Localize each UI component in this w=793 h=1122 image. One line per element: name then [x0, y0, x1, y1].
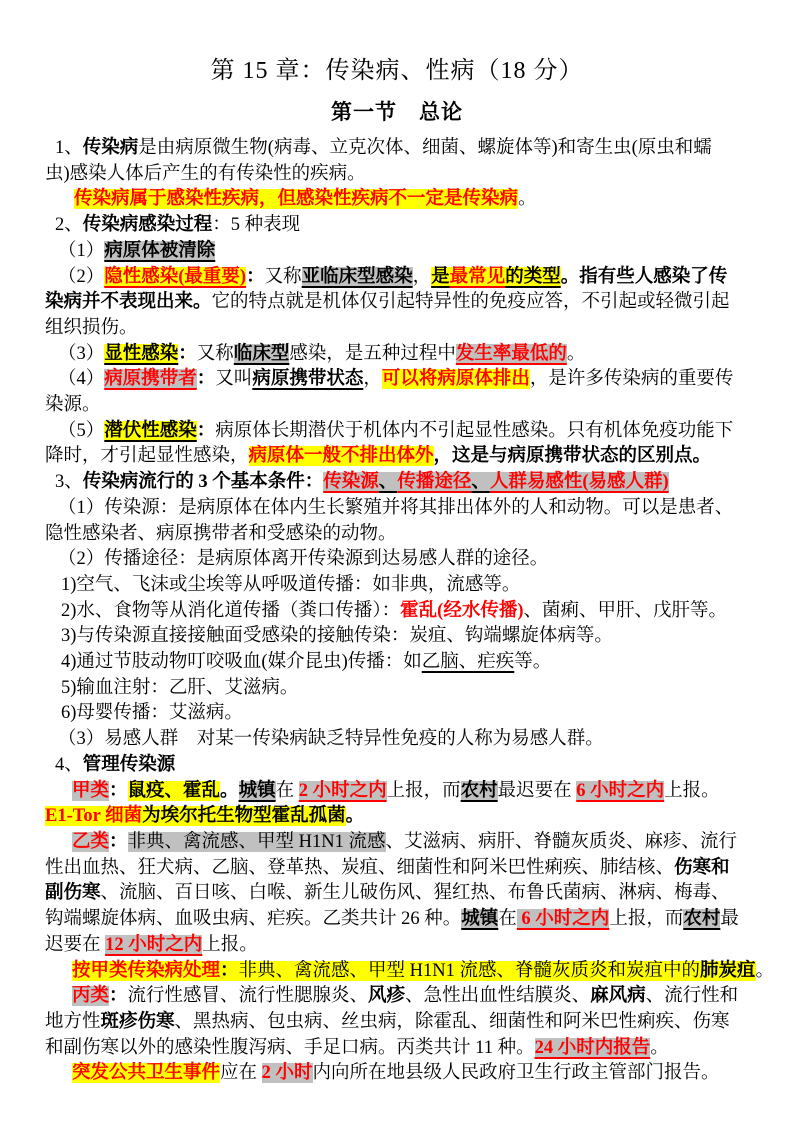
text-segment: ，是许多传染病的重要传 — [529, 369, 734, 390]
text-segment: ： — [109, 780, 128, 801]
text-segment: 流行性感冒、流行性腮腺炎、 — [127, 986, 369, 1007]
text-segment: 农村 — [683, 909, 721, 930]
text-segment: 迟要在 — [45, 934, 106, 955]
text-line — [45, 573, 749, 599]
text-segment: （1） — [58, 240, 105, 261]
text-segment: 鼠疫、霍乱 — [127, 780, 221, 801]
text-segment: 按甲类传染病处理 — [72, 960, 221, 981]
text-segment: 传播途径 — [397, 472, 472, 493]
text-segment: 最常见 — [449, 266, 506, 287]
text-segment: ， — [412, 266, 432, 287]
text-segment: 。指有些人感染了传 — [560, 266, 728, 287]
text-segment: 病原体一般不排出体外 — [248, 446, 434, 467]
text-line — [45, 933, 749, 959]
text-segment: 斑疹伤寒 — [100, 1011, 175, 1032]
text-segment: 1、 — [55, 138, 83, 158]
text-line — [45, 547, 749, 573]
text-line — [45, 162, 749, 188]
text-segment: 潜伏性感染 — [104, 420, 197, 441]
text-segment: 它的特点就是机体仅引起特异性的免疫应答，不引起或轻微引起 — [211, 292, 730, 313]
text-segment: E1-Tor 细菌 — [45, 806, 143, 827]
text-line — [45, 676, 749, 702]
text-segment: 感染，是五种过程中 — [289, 343, 456, 364]
text-line — [45, 779, 749, 805]
text-segment: （4） — [58, 369, 105, 390]
text-segment: 乙脑、疟疾 — [421, 652, 515, 673]
text-segment: 上报，而 — [609, 909, 684, 930]
text-segment: 肺炭疽 — [700, 960, 756, 981]
text-segment: 最迟要在 — [497, 780, 577, 801]
text-line — [45, 496, 749, 522]
text-segment: 城镇 — [461, 909, 499, 930]
text-segment: 上报。 — [664, 780, 720, 801]
text-line — [45, 753, 749, 779]
text-segment: 传染病流行的 3 个基本条件： — [82, 472, 324, 493]
text-segment: 传染源 — [323, 472, 379, 493]
text-segment: ：5 种表现 — [212, 215, 301, 236]
text-line — [45, 470, 749, 496]
text-line — [45, 136, 749, 162]
text-segment: 临床型 — [233, 343, 290, 364]
text-segment: 降时，才引起显性感染， — [45, 446, 249, 467]
text-segment: （3）易感人群 对某一传染病缺乏特异性免疫的人称为易感人群。 — [58, 729, 604, 750]
text-segment: 病原体被清除 — [104, 240, 216, 261]
text-segment: 麻风病 — [590, 986, 646, 1007]
text-segment: 12 小时之内 — [105, 934, 203, 955]
text-line — [45, 804, 749, 830]
text-line — [45, 265, 749, 291]
text-segment: 2、 — [55, 215, 83, 236]
text-line — [45, 599, 749, 625]
text-segment: 是由病原微生物(病毒、立克次体、细菌、螺旋体等)和寄生虫(原虫和蠕 — [138, 138, 712, 158]
text-line — [45, 1010, 749, 1036]
chapter-title: 第 15 章：传染病、性病（18 分） — [210, 58, 584, 84]
text-line — [45, 1061, 749, 1087]
text-segment: 染源。 — [45, 395, 101, 416]
text-segment: 。 — [650, 1037, 669, 1058]
text-segment: 非典、禽流感、甲型 H1N1 流感、脊髓灰质炎和炭疽中的 — [238, 960, 701, 981]
text-line — [45, 239, 749, 265]
text-line — [45, 213, 749, 239]
text-line — [45, 727, 749, 753]
text-segment: （5） — [58, 420, 105, 441]
text-segment: （2）传播途径：是病原体离开传染源到达易感人群的途径。 — [58, 549, 549, 570]
text-segment: ，这是与病原携带状态的区别点。 — [433, 446, 712, 467]
text-segment: 农村 — [460, 780, 498, 801]
text-segment: 。 — [518, 189, 537, 210]
text-segment: 在 — [275, 780, 299, 801]
text-segment: 上报。 — [202, 934, 258, 955]
text-segment: 传染病感染过程 — [82, 215, 213, 236]
text-segment: （2） — [58, 266, 105, 287]
text-segment: 又称 — [264, 266, 302, 287]
text-segment: 。 — [566, 343, 586, 364]
text-segment: 1)空气、飞沫或尘埃等从呼吸道传播：如非典，流感等。 — [61, 574, 521, 595]
text-segment: 上报，而 — [386, 780, 461, 801]
text-segment: 病原体长期潜伏于机体内不引起显性感染。只有机体免疫功能下 — [215, 420, 734, 441]
text-line — [45, 1036, 749, 1062]
text-segment: 性出血热、狂犬病、乙脑、登革热、炭疽、细菌性和阿米巴性痢疾、肺结核、 — [45, 857, 675, 878]
text-segment: 等。 — [514, 652, 552, 673]
text-line — [45, 856, 749, 882]
text-segment: 6 小时之内 — [516, 909, 610, 930]
text-segment: 4)通过节肢动物叮咬吸血(媒介昆虫)传播：如 — [61, 652, 422, 673]
text-line — [45, 444, 749, 470]
text-segment: 。 — [220, 780, 239, 801]
text-segment: 传染病 — [82, 138, 139, 158]
text-segment: 应在 — [220, 1063, 262, 1084]
text-segment: （1）传染源：是病原体在体内生长繁殖并将其排出体外的人和动物。可以是患者、 — [58, 497, 734, 518]
text-line — [45, 316, 749, 342]
text-segment: 风疹 — [368, 986, 406, 1007]
section-title: 第一节 总论 — [331, 100, 463, 124]
text-line — [45, 522, 749, 548]
text-segment: 。 — [755, 960, 775, 981]
document-body — [45, 136, 775, 1087]
text-segment: 6)母婴传播：艾滋病。 — [61, 703, 243, 724]
text-segment: 管理传染源 — [82, 754, 176, 775]
text-segment: 和副伤寒以外的感染性腹泻病、手足口病。丙类共计 11 种。 — [45, 1037, 535, 1058]
text-segment: 2 小时 — [261, 1063, 313, 1084]
text-segment: ： — [196, 369, 216, 390]
text-segment: ： — [178, 343, 197, 364]
text-segment: 病原携带状态 — [252, 369, 364, 390]
text-segment: ： — [109, 831, 128, 852]
text-line — [45, 367, 749, 393]
text-segment: 丙类 — [72, 986, 110, 1007]
text-line — [45, 984, 749, 1010]
text-segment: 2)水、食物等从消化道传播（粪口传播）： — [61, 600, 401, 621]
text-segment: ： — [109, 986, 128, 1007]
text-segment: 乙类 — [72, 831, 110, 852]
text-segment: 的类型 — [505, 266, 561, 287]
text-segment: 为埃尔托生物型霍乱孤菌 — [142, 806, 346, 827]
text-segment: 最 — [720, 909, 739, 930]
text-segment: 城镇 — [238, 780, 276, 801]
text-segment: 在 — [498, 909, 517, 930]
text-segment: （3） — [58, 343, 105, 364]
text-segment: 霍乱(经水传播) — [400, 600, 524, 621]
text-segment: 、流脑、百日咳、白喉、新生儿破伤风、猩红热、布鲁氏菌病、淋病、梅毒、 — [100, 883, 730, 904]
text-segment: ： — [196, 420, 216, 441]
text-line — [45, 650, 749, 676]
text-segment: 显性感染 — [104, 343, 179, 364]
text-segment: 2 小时之内 — [298, 780, 387, 801]
text-segment: 、艾滋病、病肝、脊髓灰质炎、麻疹、流行 — [385, 831, 738, 852]
text-segment: 6 小时之内 — [576, 780, 665, 801]
text-segment: 组织损伤。 — [45, 317, 138, 338]
text-segment: 、 — [471, 472, 490, 493]
text-segment: 、急性出血性结膜炎、 — [405, 986, 591, 1007]
text-segment: 、黑热病、包虫病、丝虫病，除霍乱、细菌性和阿米巴性痢疾、伤寒 — [174, 1011, 730, 1032]
text-segment: 地方性 — [45, 1011, 101, 1032]
text-segment: 又叫 — [215, 369, 253, 390]
text-segment: 、菌痢、甲肝、戊肝等。 — [523, 600, 728, 621]
text-segment: 病原携带者 — [104, 369, 197, 390]
text-segment: 突发公共卫生事件 — [72, 1063, 221, 1084]
text-segment: 、流行性和 — [645, 986, 739, 1007]
text-line — [45, 907, 749, 933]
text-line — [45, 959, 775, 985]
text-line — [45, 393, 749, 419]
text-segment: 甲类 — [72, 780, 110, 801]
text-segment: 人群易感性(易感人群) — [489, 472, 669, 493]
text-segment: 发生率最低的 — [455, 343, 567, 364]
text-segment: 24 小时内报告 — [534, 1037, 651, 1058]
text-line — [45, 701, 749, 727]
text-segment: 亚临床型感染 — [301, 266, 413, 287]
text-segment: 传染病属于感染性疾病，但感染性疾病不一定是传染病 — [74, 189, 519, 210]
text-segment: 隐性感染(最重要) — [104, 266, 247, 287]
text-segment: 钩端螺旋体病、血吸虫病、疟疾。乙类共计 26 种。 — [45, 909, 462, 930]
text-line — [45, 830, 749, 856]
text-segment: 3、 — [55, 472, 83, 493]
text-segment: 隐性感染者、病原携带者和受感染的动物。 — [45, 523, 397, 544]
text-segment: 可以将病原体排出 — [381, 369, 530, 390]
text-segment: 虫)感染人体后产生的有传染性的疾病。 — [45, 163, 366, 184]
text-segment: ： — [246, 266, 265, 287]
text-line — [45, 187, 749, 213]
text-segment: 是 — [431, 266, 450, 287]
text-line — [45, 624, 749, 650]
text-segment: ： — [220, 960, 239, 981]
text-segment: ， — [363, 369, 382, 390]
text-segment: 。 — [345, 806, 365, 827]
text-segment: 染病并不表现出来。 — [45, 292, 212, 313]
text-segment: 4、 — [55, 754, 83, 775]
text-line — [45, 290, 749, 316]
text-segment: 伤寒和 — [674, 857, 730, 878]
text-segment: 非典、禽流感、甲型 H1N1 流感 — [127, 831, 386, 852]
text-segment: 3)与传染源直接接触面受感染的接触传染：炭疽、钩端螺旋体病等。 — [61, 626, 613, 647]
text-line — [45, 419, 749, 445]
text-segment: 内向所在地县级人民政府卫生行政主管部门报告。 — [312, 1063, 720, 1084]
text-segment: 又称 — [196, 343, 234, 364]
text-segment: 、 — [378, 472, 398, 493]
text-segment: 5)输血注射：乙肝、艾滋病。 — [61, 677, 299, 698]
text-segment: 副伤寒 — [45, 883, 101, 904]
text-line — [45, 342, 749, 368]
text-line — [45, 881, 749, 907]
